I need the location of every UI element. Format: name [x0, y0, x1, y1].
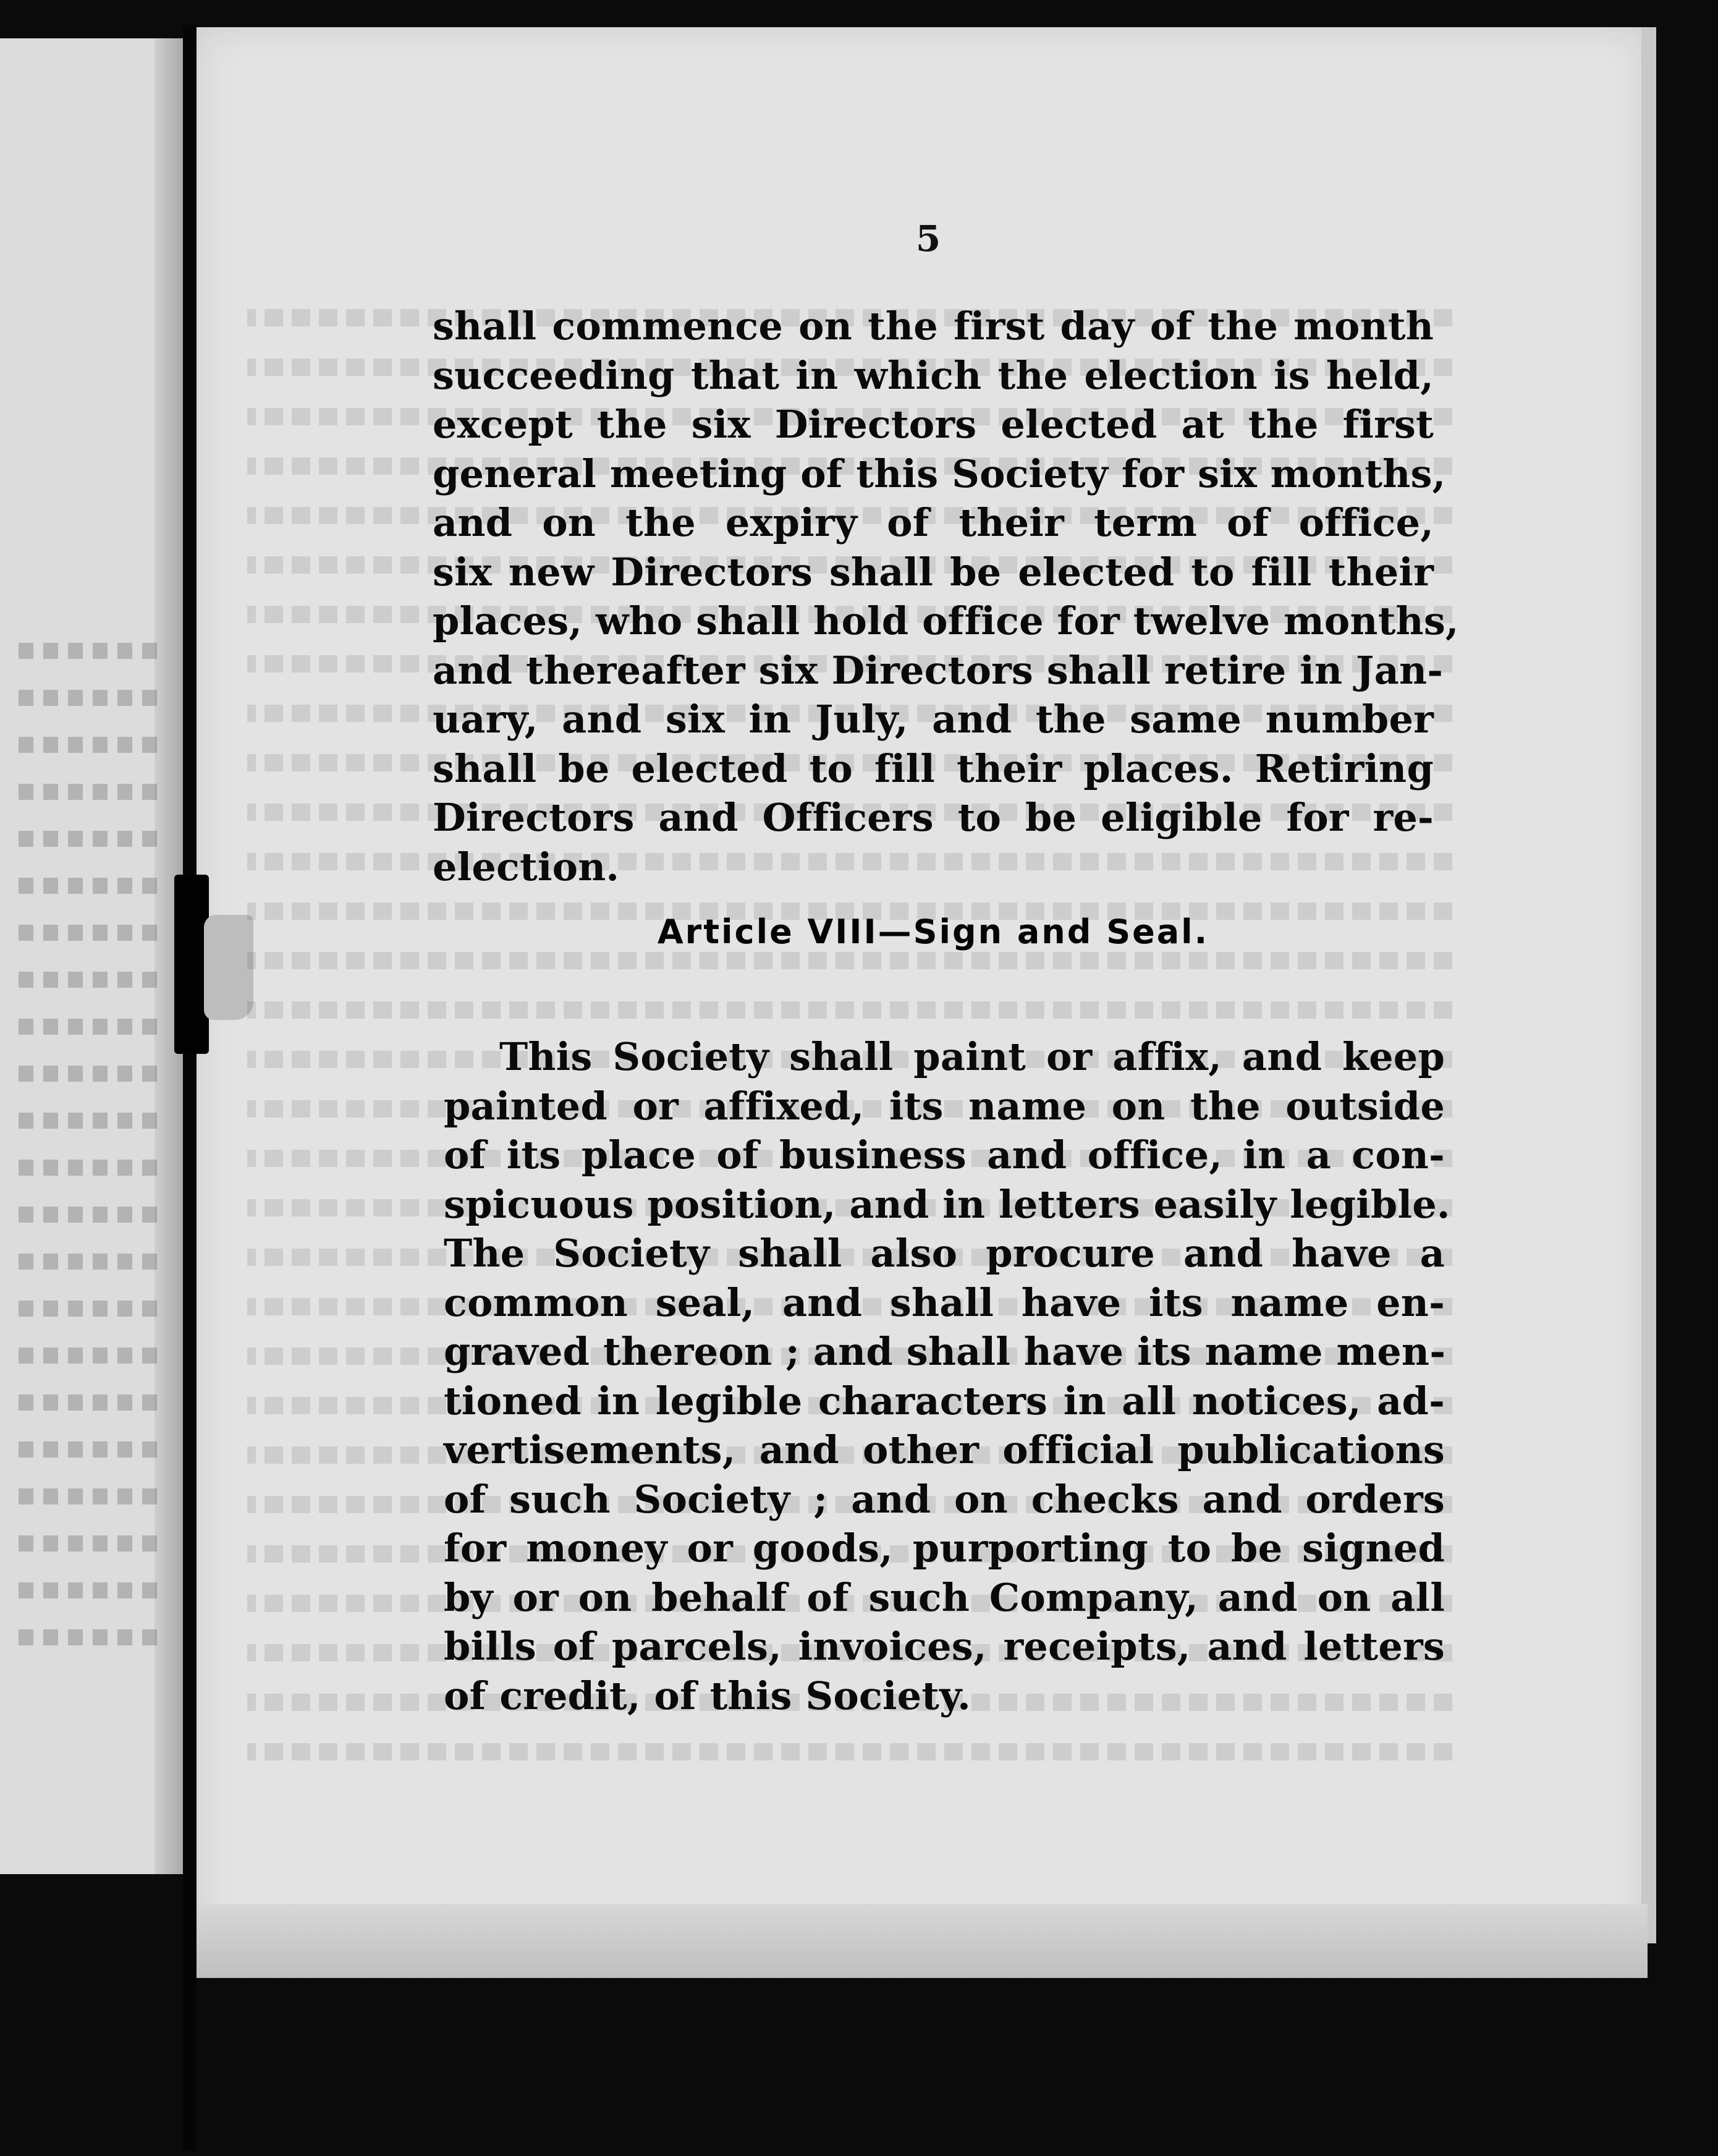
text-line: election. — [433, 844, 620, 889]
paper-scrap — [204, 915, 253, 1020]
text-line: of such Society ; and on checks and orders — [444, 1476, 1445, 1522]
text-line: graved thereon ; and shall have its name men- — [444, 1329, 1446, 1374]
page-right-edge — [1641, 27, 1656, 1943]
paragraph-continued — [433, 302, 1459, 891]
text-line: general meeting of this Society for six months, — [433, 451, 1446, 496]
text-line: bills of parcels, invoices, receipts, and letters — [444, 1624, 1445, 1669]
text-line: shall commence on the first day of the month — [433, 303, 1434, 349]
previous-page-faint-text — [19, 643, 161, 1805]
text-line: by or on behalf of such Company, and on all — [444, 1574, 1445, 1620]
text-line: spicuous position, and in letters easily legible. — [444, 1181, 1450, 1227]
text-line: common seal, and shall have its name en- — [444, 1280, 1445, 1325]
text-line: painted or affixed, its name on the outside — [444, 1083, 1445, 1129]
text-line: except the six Directors elected at the first — [433, 402, 1434, 447]
text-line: places, who shall hold office for twelve months, — [433, 598, 1459, 643]
book-binding — [183, 25, 197, 2151]
article-heading: Article VIII—Sign and Seal. — [657, 912, 1209, 951]
text-line: and thereafter six Directors shall retire in Jan- — [433, 647, 1444, 693]
paragraph-sign-and-seal — [444, 994, 1450, 1759]
text-line: tioned in legible characters in all notices, ad- — [444, 1378, 1445, 1424]
text-line: This Society shall paint or affix, and keep — [499, 1034, 1445, 1079]
text-line: shall be elected to fill their places. Retiring — [433, 745, 1434, 791]
text-line: of credit, of this Society. — [444, 1673, 971, 1718]
text-line: The Society shall also procure and have a — [444, 1231, 1445, 1276]
text-line: and on the expiry of their term of office, — [433, 500, 1434, 545]
text-line: for money or goods, purporting to be signed — [444, 1526, 1445, 1571]
text-line: six new Directors shall be elected to fill their — [433, 549, 1434, 595]
page-bottom-edge — [197, 1904, 1648, 1978]
text-line: Directors and Officers to be eligible for re- — [433, 795, 1434, 840]
text-line: uary, and six in July, and the same number — [433, 697, 1434, 742]
text-line: of its place of business and office, in a con- — [444, 1132, 1445, 1178]
text-line: vertisements, and other official publications — [444, 1427, 1445, 1472]
text-line: succeeding that in which the election is held, — [433, 352, 1434, 398]
page-number: 5 — [915, 218, 941, 260]
